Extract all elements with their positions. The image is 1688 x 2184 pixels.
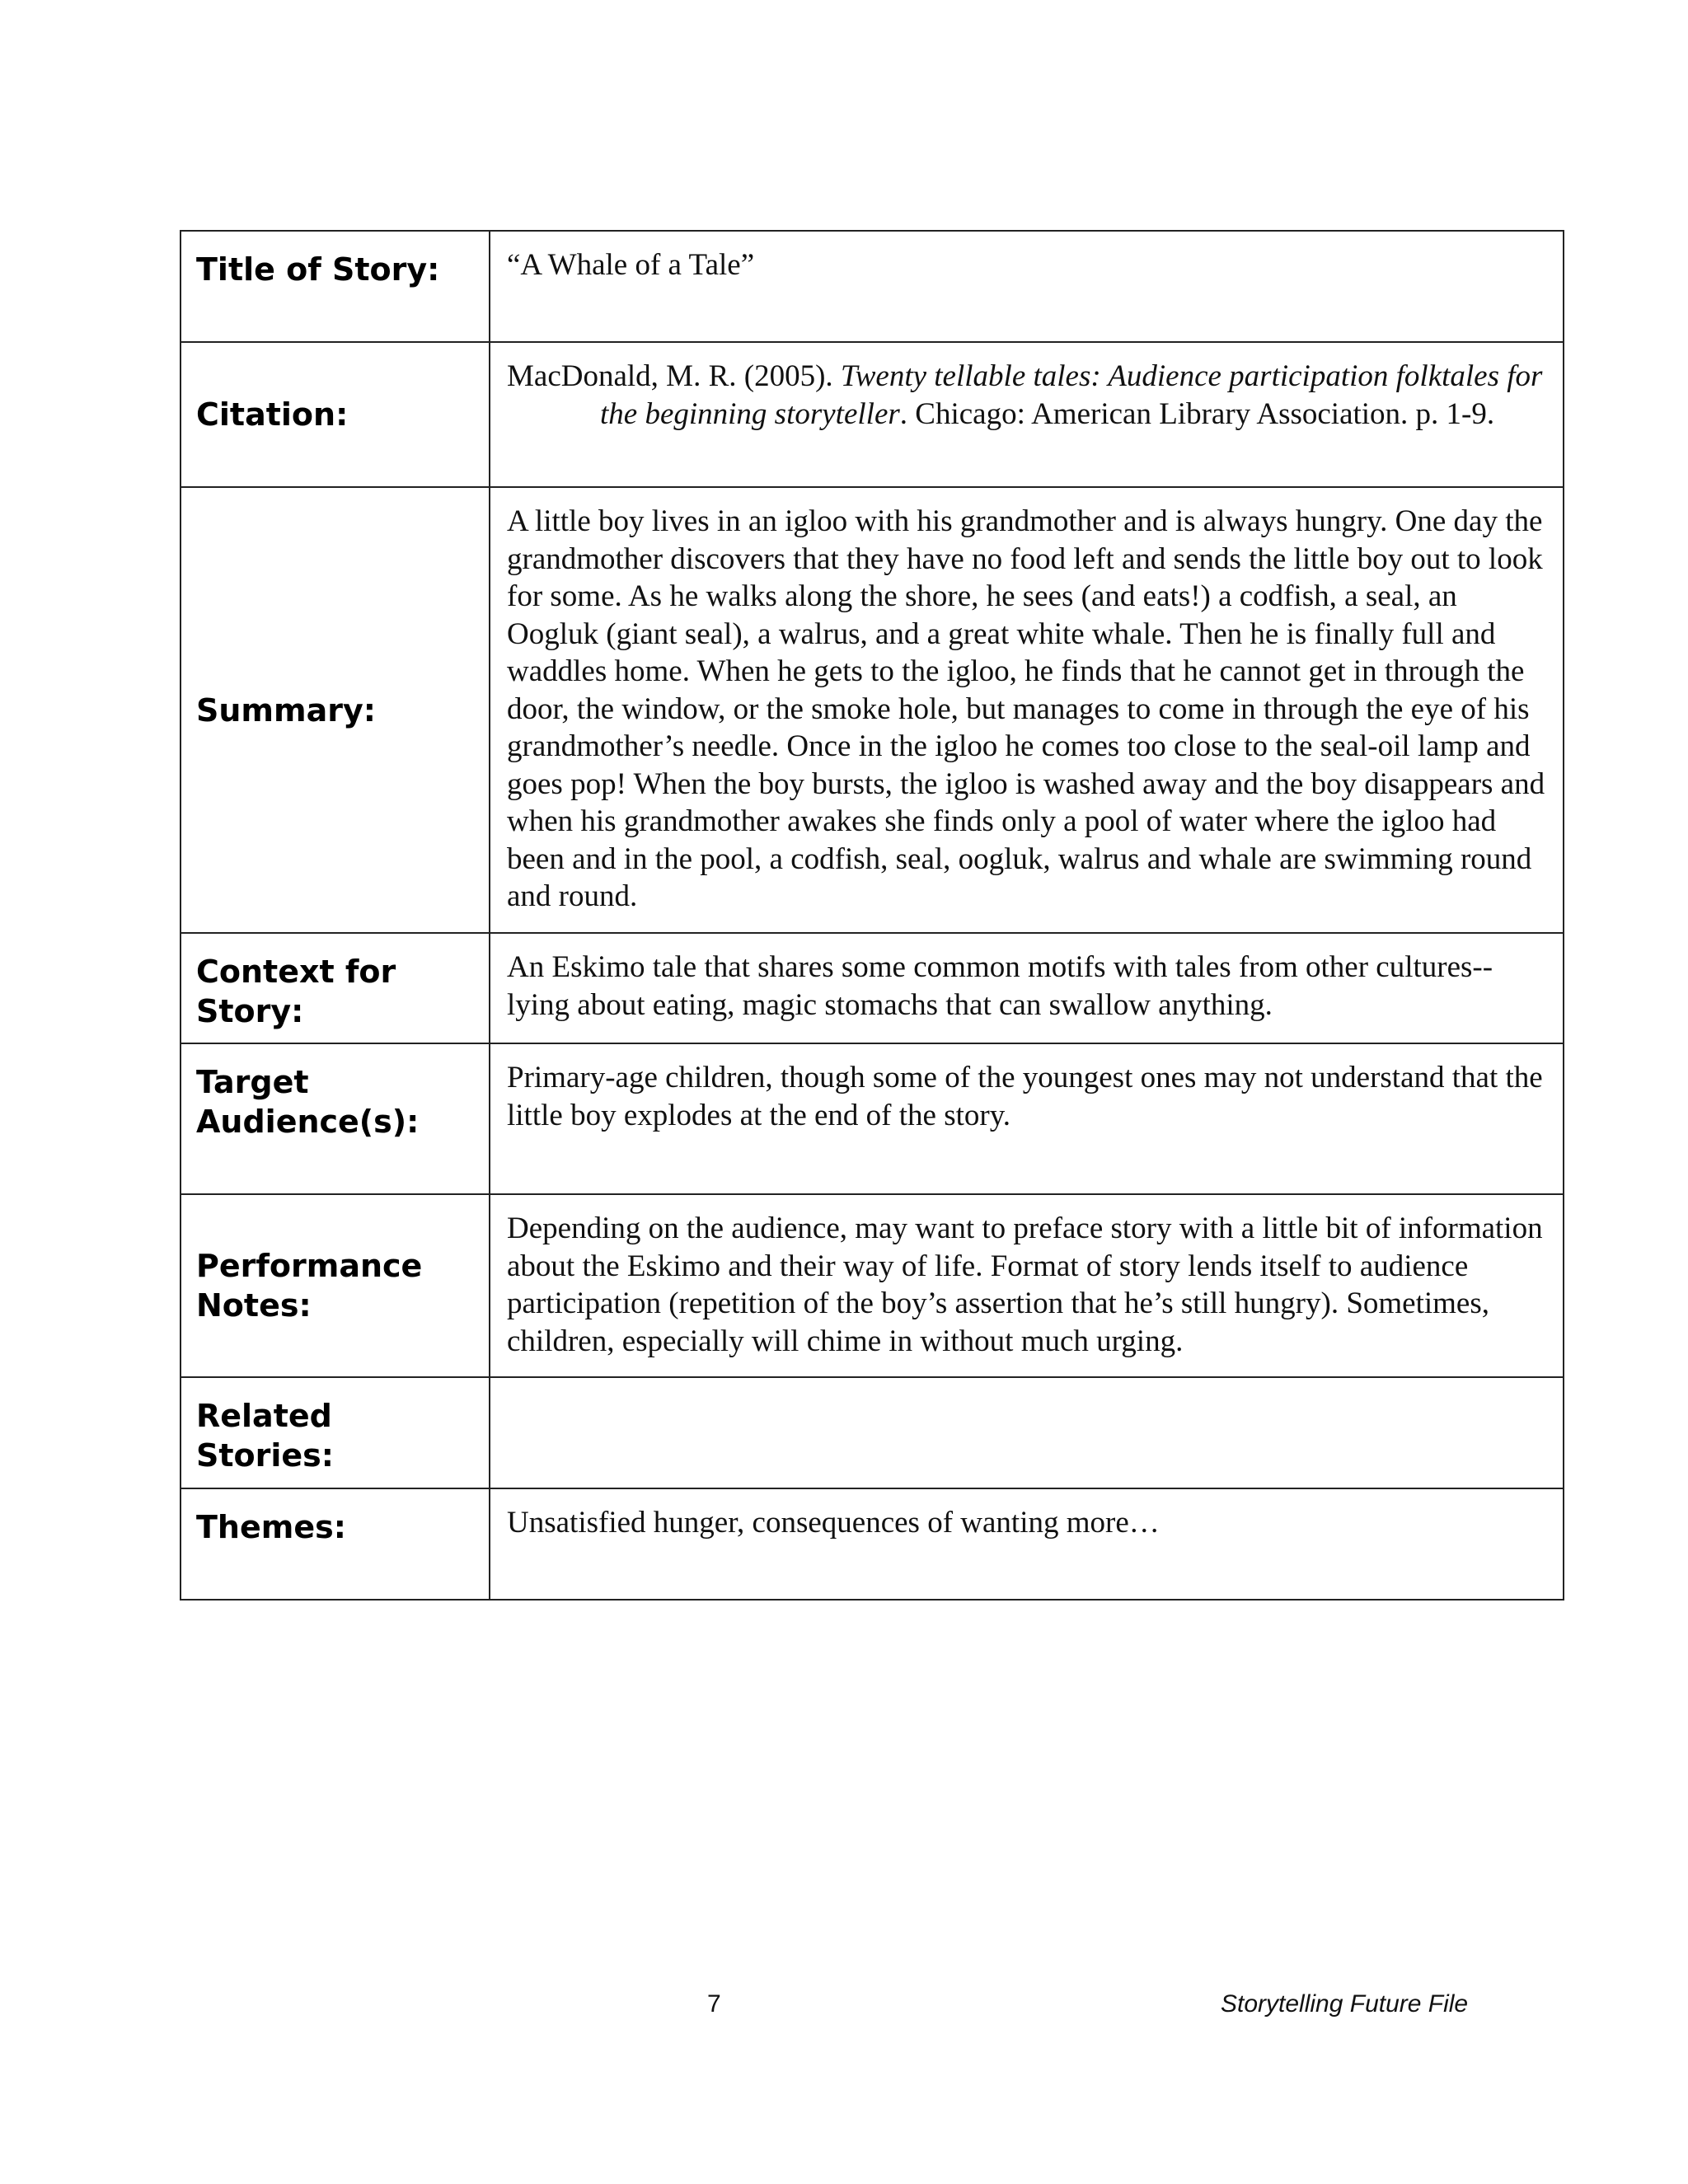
audience-label-text: Target Audience(s): xyxy=(196,1064,420,1140)
context-label xyxy=(181,933,490,1043)
title-label xyxy=(181,231,490,342)
citation-author-year: MacDonald, M. R. (2005). xyxy=(507,359,841,393)
audience-label xyxy=(181,1043,490,1194)
footer-document-title: Storytelling Future File xyxy=(1221,1990,1469,2018)
summary-value-cell xyxy=(490,487,1564,933)
citation-row xyxy=(181,342,1564,487)
title-value-cell xyxy=(490,231,1564,342)
context-label-text: Context for Story: xyxy=(196,954,396,1029)
context-value-cell xyxy=(490,933,1564,1043)
context-value: An Eskimo tale that shares some common motifs with tales from other cultures--lying about eating, magic stomachs that can swallow anything. xyxy=(507,950,1493,1022)
page-number: 7 xyxy=(707,1990,721,2018)
themes-value-cell xyxy=(490,1488,1564,1600)
audience-row xyxy=(181,1043,1564,1194)
audience-value-cell xyxy=(490,1043,1564,1194)
related-row xyxy=(181,1377,1564,1488)
story-info-table xyxy=(180,230,1564,1601)
performance-value: Depending on the audience, may want to preface story with a little bit of information about the Eskimo and their way of life. Format of story lends itself to audience participation (repetition of the boy’s assertion that he’s still hungry). Sometimes, children, especially will chime in without much urging. xyxy=(507,1212,1543,1358)
title-row xyxy=(181,231,1564,342)
related-label-text: Related Stories: xyxy=(196,1398,334,1474)
summary-label xyxy=(181,487,490,933)
citation-value-cell xyxy=(490,342,1564,487)
citation-publisher: . Chicago: American Library Association. p. 1-9. xyxy=(899,396,1495,431)
citation-label-text: Citation: xyxy=(196,396,349,433)
title-value: “A Whale of a Tale” xyxy=(507,248,755,282)
related-value-cell xyxy=(490,1377,1564,1488)
summary-row xyxy=(181,487,1564,933)
performance-value-cell xyxy=(490,1194,1564,1377)
performance-label-text: Performance Notes: xyxy=(196,1248,423,1324)
title-label-text: Title of Story: xyxy=(196,251,440,288)
citation-label xyxy=(181,342,490,487)
themes-label xyxy=(181,1488,490,1600)
themes-label-text: Themes: xyxy=(196,1509,346,1545)
performance-row xyxy=(181,1194,1564,1377)
citation-book-title: Twenty tellable tales: Audience participation folktales for the beginning storyteller xyxy=(600,359,1543,431)
summary-value: A little boy lives in an igloo with his grandmother and is always hungry. One day the grandmother discovers that they have no food left and sends the little boy out to look for some. As he walks along the shore, he sees (and eats!) a codfish, a seal, an Oogluk (giant seal), a walrus, and a great white whale. Then he is finally full and waddles home. When he gets to the igloo, he finds that he cannot get in through the door, the window, or the smoke hole, but manages to come in through the eye of his grandmother’s needle. Once in the igloo he comes too close to the seal-oil lamp and goes pop! When the boy bursts, the igloo is washed away and the boy disappears and when his grandmother awakes she finds only a pool of water where the igloo had been and in the pool, a codfish, seal, oogluk, walrus and whale are swimming round and round. xyxy=(507,504,1545,913)
themes-value: Unsatisfied hunger, consequences of wanting more… xyxy=(507,1506,1160,1540)
summary-label-text: Summary: xyxy=(196,691,376,729)
audience-value: Primary-age children, though some of the youngest ones may not understand that the little boy explodes at the end of the story. xyxy=(507,1061,1543,1132)
related-label xyxy=(181,1377,490,1488)
themes-row xyxy=(181,1488,1564,1600)
citation-value xyxy=(507,358,1546,433)
performance-label xyxy=(181,1194,490,1377)
context-row xyxy=(181,933,1564,1043)
